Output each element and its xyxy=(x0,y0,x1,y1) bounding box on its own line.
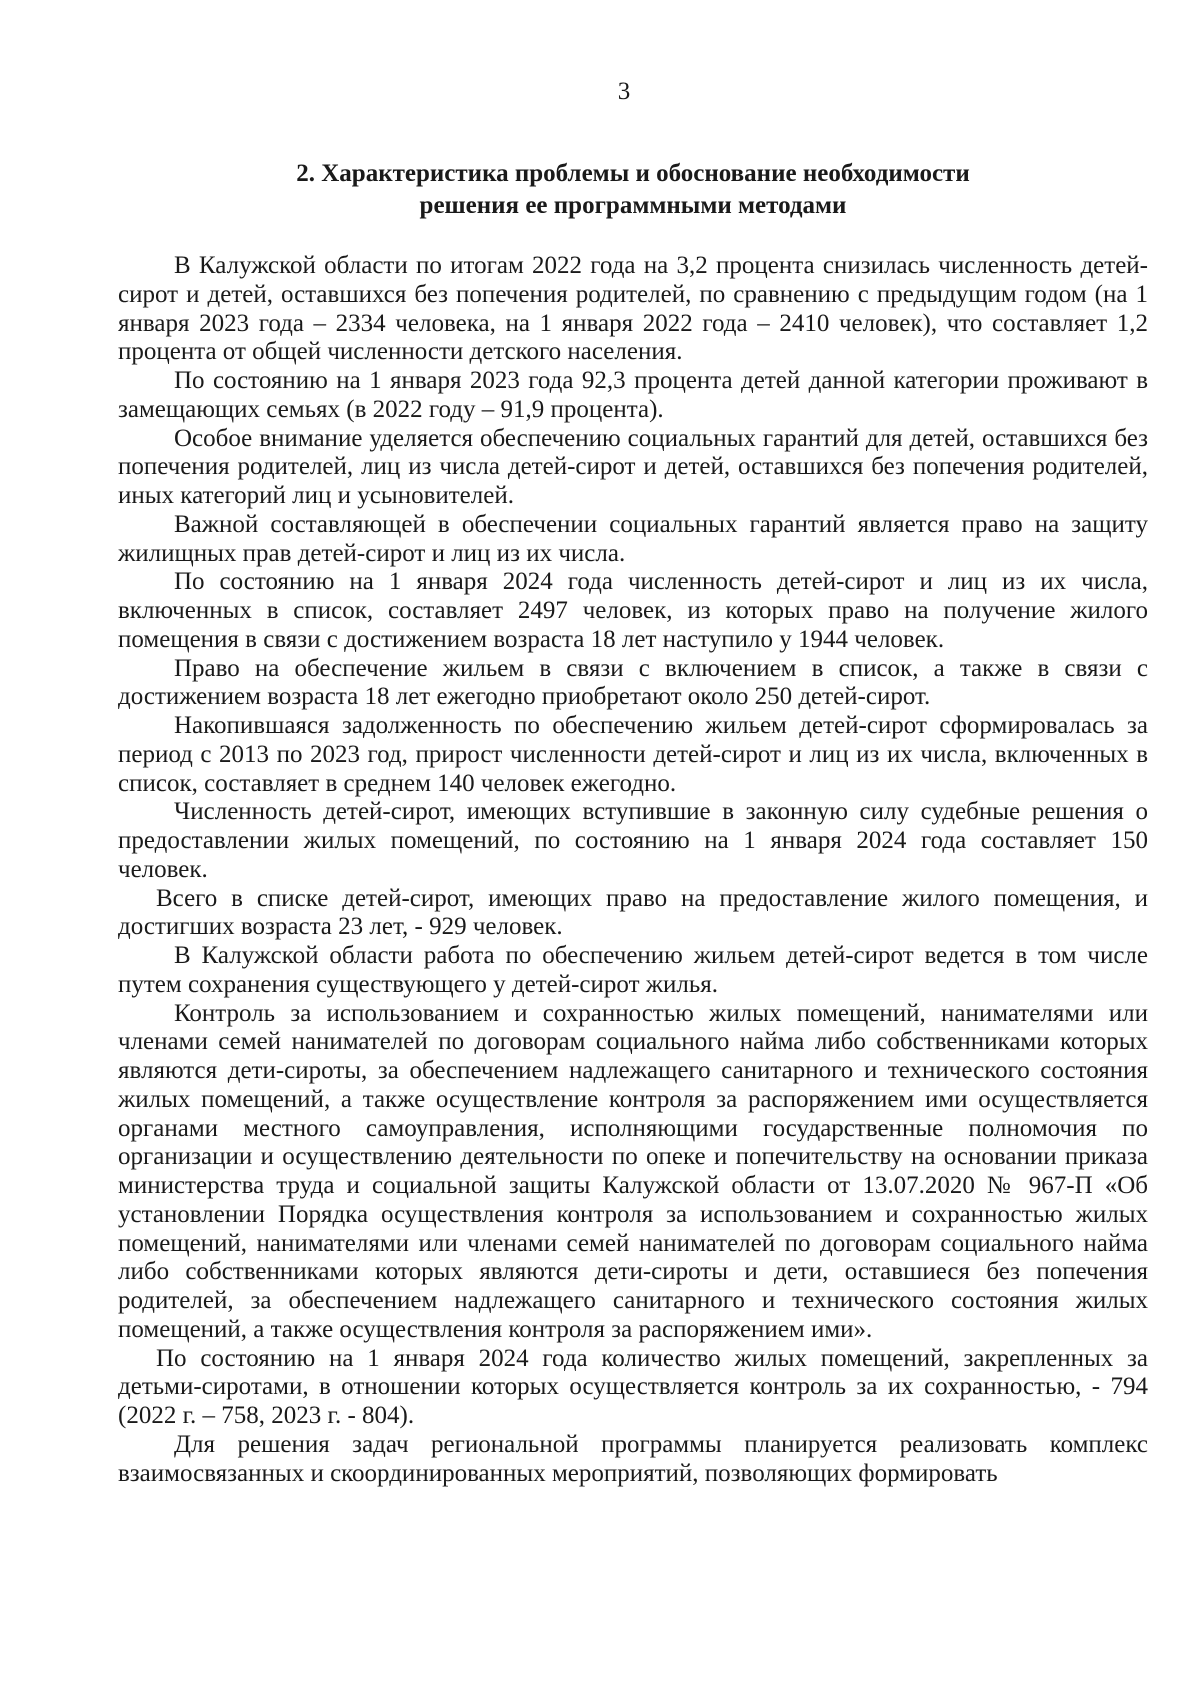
paragraph: В Калужской области по итогам 2022 года на 3,2 процента снизилась численность детей-сирот и детей, оставшихся без попечения родителей, по сравнению с предыдущим годом (на 1 января 2023 года – 2334 человека, на 1 января 2022 года – 2410 человек), что составляет 1,2 процента от общей численности детского населения. xyxy=(118,252,1148,366)
paragraph: По состоянию на 1 января 2024 года количество жилых помещений, закрепленных за детьми-сиротами, в отношении которых осуществляется контроль за их сохранностью, - 794 (2022 г. – 758, 2023 г. - 804). xyxy=(118,1344,1148,1429)
page-number: 3 xyxy=(617,78,631,105)
paragraph: Право на обеспечение жильем в связи с включением в список, а также в связи с достижением возраста 18 лет ежегодно приобретают около 250 детей-сирот. xyxy=(118,654,1148,711)
paragraph: Накопившаяся задолженность по обеспечению жильем детей-сирот сформировалась за период с 2013 по 2023 год, прирост численности детей-сирот и лиц из их числа, включенных в список, составляет в среднем 140 человек ежегодно. xyxy=(118,712,1148,797)
paragraph: Для решения задач региональной программы планируется реализовать комплекс взаимосвязанных и скоординированных мероприятий, позволяющих формировать xyxy=(118,1430,1148,1487)
section-heading-line-2: решения ее программными методами xyxy=(419,192,847,219)
section-heading xyxy=(118,158,1148,222)
paragraph: По состоянию на 1 января 2024 года численность детей-сирот и лиц из их числа, включенных в список, составляет 2497 человек, из которых право на получение жилого помещения в связи с достижением возраста 18 лет наступило у 1944 человек. xyxy=(118,568,1148,653)
body-text xyxy=(118,252,1148,1488)
paragraph: Важной составляющей в обеспечении социальных гарантий является право на защиту жилищных прав детей-сирот и лиц из их числа. xyxy=(118,510,1148,567)
paragraph: Численность детей-сирот, имеющих вступившие в законную силу судебные решения о предоставлении жилых помещений, по состоянию на 1 января 2024 года составляет 150 человек. xyxy=(118,798,1148,883)
paragraph: По состоянию на 1 января 2023 года 92,3 процента детей данной категории проживают в замещающих семьях (в 2022 году – 91,9 процента). xyxy=(118,367,1148,423)
paragraph: Всего в списке детей-сирот, имеющих право на предоставление жилого помещения, и достигших возраста 23 лет, - 929 человек. xyxy=(118,884,1148,941)
paragraph: Особое внимание уделяется обеспечению социальных гарантий для детей, оставшихся без попечения родителей, лиц из числа детей-сирот и детей, оставшихся без попечения родителей, иных категорий лиц и усыновителей. xyxy=(118,424,1148,509)
paragraph: Контроль за использованием и сохранностью жилых помещений, нанимателями или членами семей нанимателей по договорам социального найма либо собственниками которых являются дети-сироты, за обеспечением надлежащего санитарного и технического состояния жилых помещений, а также осуществление контроля за распоряжением ими осуществляется органами местного самоуправления, исполняющими государственные полномочия по организации и осуществлению деятельности по опеке и попечительству на основании приказа министерства труда и социальной защиты Калужской области от 13.07.2020 № 967-П «Об установлении Порядка осуществления контроля за использованием и сохранностью жилых помещений, нанимателями или членами семей нанимателей по договорам социального найма либо собственниками которых являются дети-сироты и дети, оставшиеся без попечения родителей, за обеспечением надлежащего санитарного и технического состояния жилых помещений, а также осуществления контроля за распоряжением ими». xyxy=(118,999,1148,1343)
paragraph: В Калужской области работа по обеспечению жильем детей-сирот ведется в том числе путем сохранения существующего у детей-сирот жилья. xyxy=(118,942,1148,998)
section-heading-line-1: 2. Характеристика проблемы и обоснование необходимости xyxy=(296,160,970,187)
